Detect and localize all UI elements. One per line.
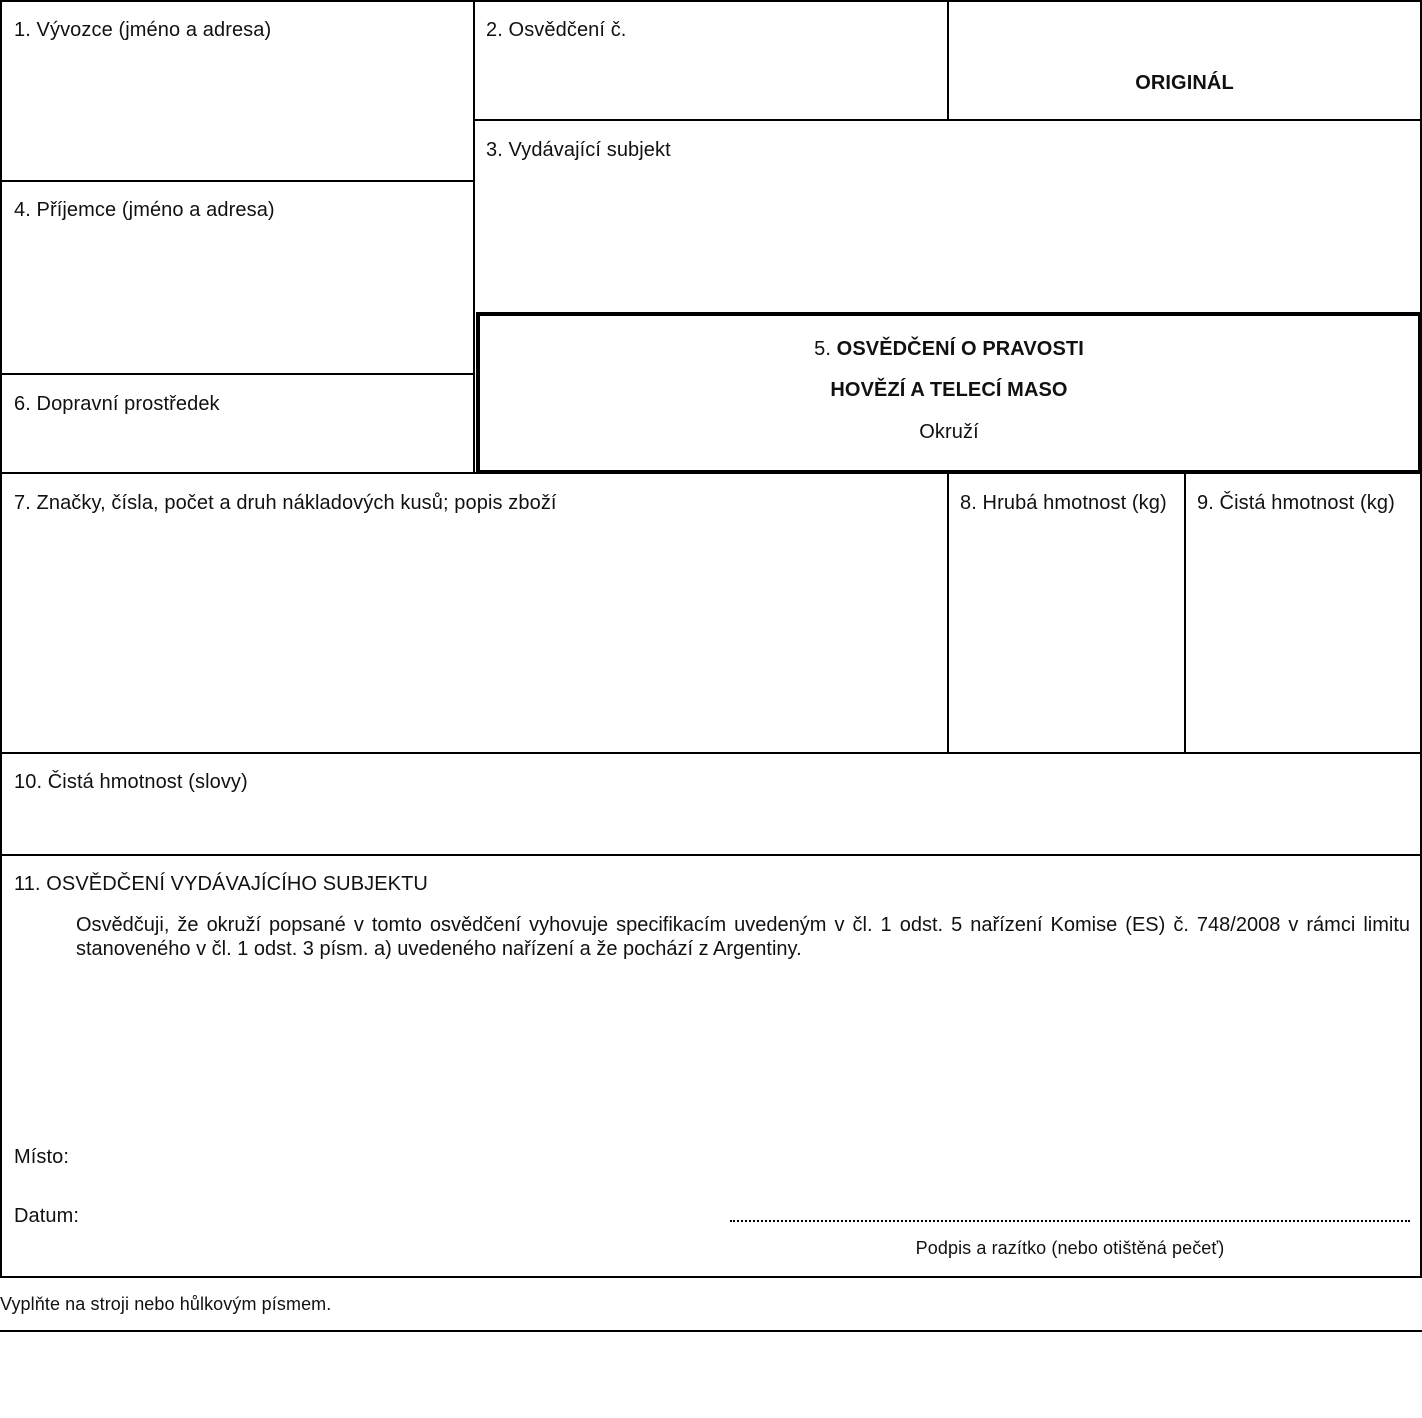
divider-row-11 (0, 854, 1422, 856)
field-3-issuing-body-label: 3. Vydávající subjekt (486, 139, 671, 161)
footnote: Vyplňte na stroji nebo hůlkovým písmem. (0, 1294, 332, 1314)
field-5-product: Okruží (919, 421, 979, 443)
field-7-goods-description-label: 7. Značky, čísla, počet a druh nákladových kusů; popis zboží (14, 492, 557, 514)
bottom-rule (0, 1330, 1422, 1332)
field-6-transport-label: 6. Dopravní prostředek (14, 393, 220, 415)
original-label: ORIGINÁL (1135, 72, 1234, 94)
divider-row-6 (0, 373, 475, 375)
divider-row-4 (0, 180, 475, 182)
field-10-net-weight-words-label: 10. Čistá hmotnost (slovy) (14, 771, 248, 793)
field-9-net-weight-label: 9. Čistá hmotnost (kg) (1197, 492, 1395, 514)
field-5-heading: OSVĚDČENÍ O PRAVOSTI (836, 338, 1084, 360)
place-label: Místo: (14, 1146, 70, 1168)
field-4-consignee-label: 4. Příjemce (jméno a adresa) (14, 199, 275, 221)
field-2-certificate-no-label: 2. Osvědčení č. (486, 19, 627, 41)
field-5-subtitle: HOVĚZÍ A TELECÍ MASO (830, 379, 1068, 401)
divider-col-9 (1184, 472, 1186, 754)
field-1-exporter-label: 1. Vývozce (jméno a adresa) (14, 19, 272, 41)
date-label: Datum: (14, 1205, 80, 1227)
divider-col1 (473, 0, 475, 474)
field-8-gross-weight-label: 8. Hrubá hmotnost (kg) (960, 492, 1167, 514)
field-5-number: 5. (814, 338, 837, 360)
frame-left (0, 0, 2, 1278)
frame-bottom (0, 1276, 1422, 1278)
frame-top (0, 0, 1422, 2)
divider-col2-top (947, 0, 949, 121)
divider-row-10 (0, 752, 1422, 754)
field-5-title (476, 337, 1422, 361)
field-11-statement: Osvědčuji, že okruží popsané v tomto osvědčení vyhovuje specifikacím uvedeným v čl. 1 odst. 5 nařízení Komise (ES) č. 748/2008 v rámci limitu stanoveného v čl. 1 odst. 3 písm. a) uvedeného nařízení a že pochází z Argentiny. (76, 914, 1410, 960)
signature-label: Podpis a razítko (nebo otištěná pečeť) (915, 1238, 1225, 1258)
divider-row-3 (473, 119, 1422, 121)
signature-line (730, 1208, 1410, 1222)
divider-col-8 (947, 472, 949, 754)
field-11-title: 11. OSVĚDČENÍ VYDÁVAJÍCÍHO SUBJEKTU (14, 873, 428, 895)
